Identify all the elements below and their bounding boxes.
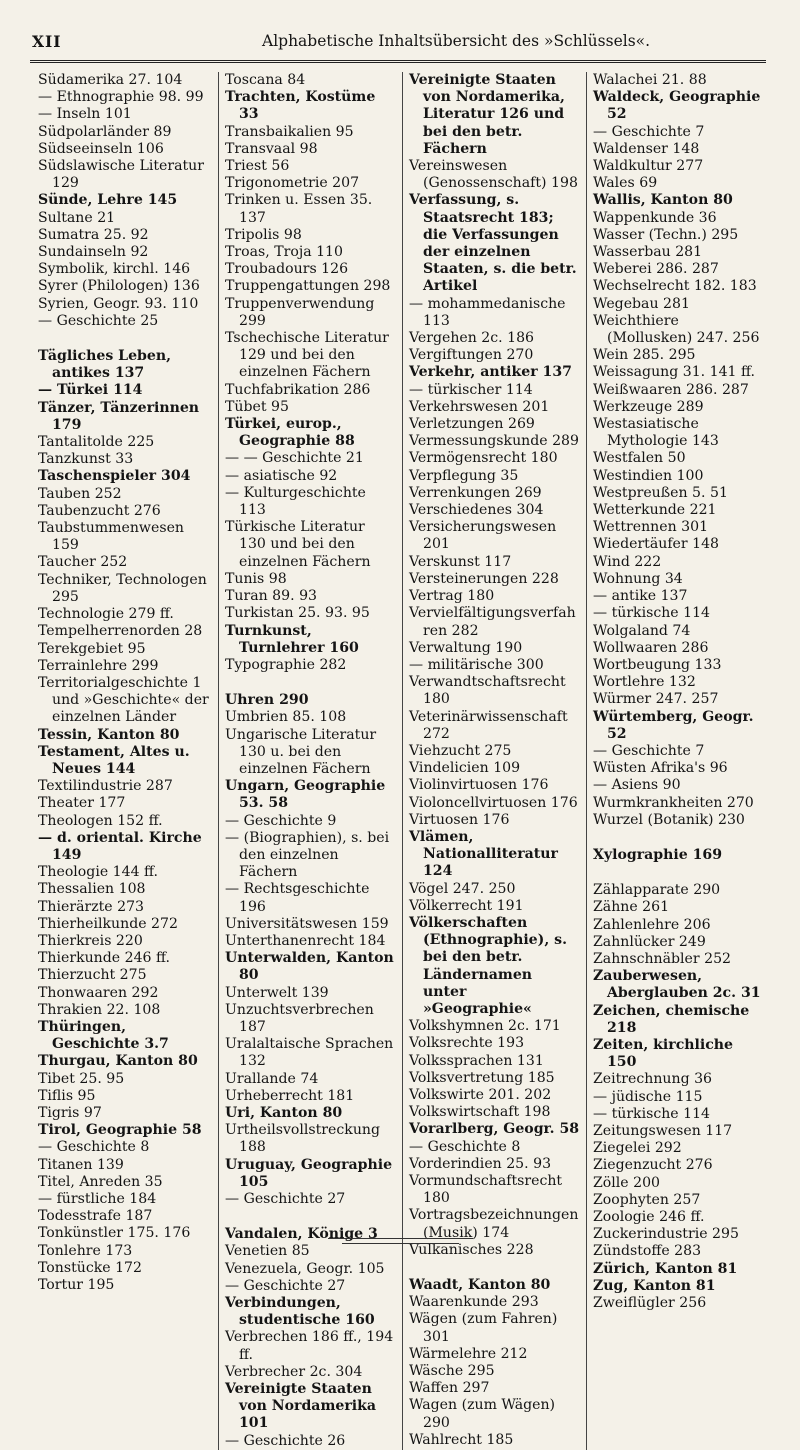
index-entry: Wäsche 295 <box>409 1363 495 1380</box>
index-entry: Uhren 290 <box>225 692 309 709</box>
index-entry: Troubadours 126 <box>225 261 349 278</box>
index-entry: Weissagung 31. 141 ff. <box>593 364 755 381</box>
index-entry: Zählapparate 290 <box>593 882 721 899</box>
index-entry: Tempelherrenorden 28 <box>38 623 203 640</box>
index-entry: — Geschichte 27 <box>225 1191 346 1207</box>
index-entry: Turnkunst, Turnlehrer 160 <box>225 622 359 656</box>
index-entry: — türkischer 114 <box>409 381 533 398</box>
index-entry: Uralaltaische Sprachen 132 <box>225 1036 394 1070</box>
index-entry: Venezuela, Geogr. 105 <box>225 1260 385 1277</box>
index-entry: — Geschichte 7 <box>593 123 705 140</box>
index-entry: Uruguay, Geographie 105 <box>225 1156 393 1190</box>
index-entry: Viehzucht 275 <box>409 742 512 759</box>
index-entry: Westasiatische Mythologie 143 <box>593 416 719 450</box>
index-entry: Tessin, Kanton 80 <box>38 726 180 743</box>
index-entry: — militärische 300 <box>409 656 544 673</box>
index-entry: Waldeck, Geographie 52 <box>593 89 761 123</box>
index-entry: Tschechische Literatur 129 und bei den einzelnen Fächern <box>225 330 389 381</box>
index-entry: Vertrag 180 <box>409 588 495 605</box>
index-entry: Wortlehre 132 <box>593 674 696 691</box>
index-entry: — Asiens 90 <box>593 777 681 794</box>
index-entry: Verskunst 117 <box>409 553 512 570</box>
index-entry: Verwandtschaftsrecht 180 <box>409 674 566 708</box>
index-entry: Transvaal 98 <box>225 140 318 157</box>
index-entry: — Türkei 114 <box>38 382 143 399</box>
index-entry: Unterthanenrecht 184 <box>225 932 386 949</box>
index-entry: Waldkultur 277 <box>593 158 704 175</box>
index-entry: Thierkunde 246 ff. <box>38 950 170 967</box>
page-number: XII <box>32 32 62 51</box>
index-entry: Südpolarländer 89 <box>38 123 172 140</box>
index-entry: Vermessungskunde 289 <box>409 433 579 450</box>
index-entry: Technologie 279 ff. <box>38 606 174 623</box>
index-column-4 <box>586 72 768 1450</box>
index-entry: — Kulturgeschichte 113 <box>225 484 366 519</box>
letter-gap <box>225 674 396 692</box>
index-entry: Sumatra 25. 92 <box>38 226 149 243</box>
index-entry: Zürich, Kanton 81 <box>593 1260 738 1277</box>
index-entry: Tauben 252 <box>38 485 122 502</box>
index-entry: — Geschichte 26 <box>225 1432 346 1449</box>
index-entry: Wetterkunde 221 <box>593 502 717 519</box>
index-entry: Trigonometrie 207 <box>225 175 360 192</box>
index-entry: Versicherungswesen 201 <box>409 519 557 553</box>
index-entry: Truppengattungen 298 <box>225 278 391 295</box>
letter-gap <box>225 1208 396 1226</box>
index-entry: — antike 137 <box>593 588 688 605</box>
index-entry: Volkswirtschaft 198 <box>409 1104 551 1121</box>
index-entry: Verkehr, antiker 137 <box>409 364 572 381</box>
index-entry: Triest 56 <box>225 158 290 175</box>
index-entry: Verletzungen 269 <box>409 416 535 433</box>
page-title: Alphabetische Inhaltsübersicht des »Schlüssels«. <box>262 32 651 50</box>
index-entry: Techniker, Technologen 295 <box>38 571 207 605</box>
index-entry: Tigris 97 <box>38 1104 102 1121</box>
page-header <box>32 28 767 58</box>
letter-gap <box>593 864 762 882</box>
index-entry: Verfassung, s. Staatsrecht 183; die Verfassungen der einzelnen Staaten, s. die betr. Artikel <box>409 192 577 295</box>
index-entry: Wegebau 281 <box>593 295 690 312</box>
index-entry: — Inseln 101 <box>38 106 132 123</box>
index-entry: — Geschichte 9 <box>225 812 337 829</box>
index-entry: Thierärzte 273 <box>38 898 145 915</box>
index-entry: Wallis, Kanton 80 <box>593 192 733 209</box>
index-entry: Verpflegung 35 <box>409 467 519 484</box>
index-entry: Waldenser 148 <box>593 140 700 157</box>
index-entry: Urallande 74 <box>225 1070 319 1087</box>
index-entry: Tonstücke 172 <box>38 1259 142 1276</box>
index-entry: Südamerika 27. 104 <box>38 72 183 88</box>
index-entry: Zauberwesen, Aberglauben 2c. 31 <box>593 968 761 1002</box>
index-entry: Zündstoffe 283 <box>593 1243 702 1260</box>
index-entry: Volksvertretung 185 <box>409 1069 555 1086</box>
index-entry: Westfalen 50 <box>593 450 686 467</box>
index-entry: Wales 69 <box>593 175 658 192</box>
index-entry: Toscana 84 <box>225 72 306 88</box>
index-entry: Vervielfältigungsverfahren 282 <box>409 605 576 639</box>
index-entry: Volkssprachen 131 <box>409 1052 544 1069</box>
index-entry: Tägliches Leben, antikes 137 <box>38 348 172 382</box>
index-entry: Wiedertäufer 148 <box>593 536 720 553</box>
index-entry: Wurmkrankheiten 270 <box>593 794 754 811</box>
index-entry: Textilindustrie 287 <box>38 778 173 795</box>
index-entry: Zahlenlehre 206 <box>593 916 711 933</box>
index-entry: Würtemberg, Geogr. 52 <box>593 708 754 742</box>
index-entry: Türkische Literatur 130 und bei den einzelnen Fächern <box>225 519 371 570</box>
index-entry: Tripolis 98 <box>225 226 302 243</box>
index-entry: Thrakien 22. 108 <box>38 1001 161 1018</box>
index-entry: Thurgau, Kanton 80 <box>38 1053 198 1070</box>
index-entry: — türkische 114 <box>593 605 711 622</box>
index-entry: Taucher 252 <box>38 554 128 571</box>
index-entry: Xylographie 169 <box>593 846 723 863</box>
index-entry: Tonlehre 173 <box>38 1242 133 1259</box>
index-entry: Westindien 100 <box>593 467 704 484</box>
index-entry: Taschenspieler 304 <box>38 468 191 485</box>
index-entry: — Geschichte 7 <box>593 742 705 759</box>
letter-gap <box>409 1259 580 1277</box>
index-entry: Zug, Kanton 81 <box>593 1277 716 1294</box>
index-entry: — jüdische 115 <box>593 1088 703 1105</box>
index-entry: Todesstrafe 187 <box>38 1208 153 1225</box>
index-entry: Westpreußen 5. 51 <box>593 484 728 501</box>
index-entry: Syrien, Geogr. 93. 110 <box>38 295 199 312</box>
index-entry: Zeichen, chemische 218 <box>593 1002 750 1036</box>
index-entry: — d. oriental. Kirche 149 <box>38 829 202 863</box>
index-entry: Vlämen, Nationalliteratur 124 <box>409 828 558 880</box>
index-entry: — Geschichte 8 <box>409 1138 521 1155</box>
index-entry: Tübet 95 <box>225 398 289 415</box>
index-entry: Werkzeuge 289 <box>593 398 704 415</box>
index-entry: Titel, Anreden 35 <box>38 1173 163 1190</box>
index-entry: Zweiflügler 256 <box>593 1295 707 1312</box>
index-entry: Testament, Altes u. Neues 144 <box>38 743 190 777</box>
index-entry: Unterwelt 139 <box>225 984 329 1001</box>
index-entry: Verkehrswesen 201 <box>409 398 550 415</box>
index-entry: Trinken u. Essen 35. 137 <box>225 192 373 226</box>
index-entry: Thüringen, Geschichte 3.7 <box>38 1018 169 1053</box>
index-entry: Truppenverwendung 299 <box>225 295 375 329</box>
index-entry: Universitätswesen 159 <box>225 915 389 932</box>
index-entry: Wettrennen 301 <box>593 519 709 536</box>
index-entry: Tänzer, Tänzerinnen 179 <box>38 399 200 433</box>
index-entry: Vereinigte Staaten von Nordamerika 101 <box>225 1381 376 1432</box>
index-entry: — Geschichte 25 <box>38 312 159 329</box>
index-entry: Transbaikalien 95 <box>225 123 354 140</box>
index-entry: Troas, Troja 110 <box>225 244 343 261</box>
index-entry: Ziegelei 292 <box>593 1140 682 1157</box>
index-entry: Wasserbau 281 <box>593 244 703 261</box>
index-entry: Unzuchtsverbrechen 187 <box>225 1001 374 1035</box>
index-entry: Tibet 25. 95 <box>38 1070 125 1087</box>
index-entry: Verbindungen, studentische 160 <box>225 1295 375 1329</box>
index-entry: Weichthiere (Mollusken) 247. 256 <box>593 312 760 347</box>
index-entry: Tortur 195 <box>38 1277 115 1294</box>
index-entry: — Geschichte 27 <box>225 1277 346 1294</box>
index-entry: Wohnung 34 <box>593 570 683 587</box>
index-entry: Zoologie 246 ff. <box>593 1209 705 1225</box>
index-entry: Taubstummenwesen 159 <box>38 520 184 554</box>
index-entry: — Rechtsgeschichte 196 <box>225 881 370 915</box>
index-entry: Territorialgeschichte 1 und »Geschichte« der einzelnen Länder <box>38 674 209 726</box>
index-entry: Zeiten, kirchliche 150 <box>593 1036 734 1071</box>
index-entry: Ungarn, Geographie 53. 58 <box>225 778 386 812</box>
index-entry: Vulkanisches 228 <box>409 1241 534 1258</box>
index-entry: Typographie 282 <box>225 656 347 673</box>
index-entry: Wasser (Techn.) 295 <box>593 226 739 243</box>
index-entry: Südseeinseln 106 <box>38 140 164 157</box>
index-entry: Waffen 297 <box>409 1380 490 1397</box>
index-entry: Walachei 21. 88 <box>593 72 707 88</box>
index-entry: Vindelicien 109 <box>409 760 521 777</box>
index-entry: Thierkreis 220 <box>38 932 143 949</box>
index-columns <box>32 72 768 1449</box>
index-entry: Zähne 261 <box>593 899 670 916</box>
index-entry: Unterwalden, Kanton 80 <box>225 950 394 984</box>
index-entry: Türkei, europ., Geographie 88 <box>225 416 355 450</box>
index-entry: Weberei 286. 287 <box>593 261 719 278</box>
index-entry: Volkshymnen 2c. 171 <box>409 1018 561 1035</box>
index-entry: Urheberrecht 181 <box>225 1087 355 1104</box>
index-entry: Theologie 144 ff. <box>38 864 159 881</box>
index-entry: Vermögensrecht 180 <box>409 450 558 467</box>
index-entry: Vereinigte Staaten von Nordamerika, Literatur 126 und bei den betr. Fächern <box>409 72 565 157</box>
index-entry: Veterinärwissenschaft 272 <box>409 708 568 742</box>
index-entry: Trachten, Kostüme 33 <box>225 89 376 123</box>
index-entry: — mohammedanische 113 <box>409 295 566 329</box>
footer-rule-short <box>342 1243 459 1244</box>
index-entry: Tiflis 95 <box>38 1087 96 1104</box>
index-entry: Vergehen 2c. 186 <box>409 330 535 347</box>
index-entry: Volksrechte 193 <box>409 1035 525 1052</box>
index-entry: Syrer (Philologen) 136 <box>38 278 200 295</box>
index-entry: Verschiedenes 304 <box>409 502 544 519</box>
index-entry: Wägen (zum Fahren) 301 <box>409 1311 558 1345</box>
index-entry: Uri, Kanton 80 <box>225 1104 343 1121</box>
index-entry: Wolgaland 74 <box>593 622 691 639</box>
index-entry: Volkswirte 201. 202 <box>409 1086 552 1103</box>
index-entry: Tunis 98 <box>225 570 287 587</box>
index-entry: Vandalen, Könige 3 <box>225 1226 378 1243</box>
index-entry: Zahnschnäbler 252 <box>593 950 732 967</box>
index-entry: Vereinswesen (Genossenschaft) 198 <box>409 158 578 192</box>
index-entry: Zeitungswesen 117 <box>593 1122 733 1139</box>
index-entry: Waadt, Kanton 80 <box>409 1277 551 1294</box>
index-entry: Wärmelehre 212 <box>409 1345 528 1362</box>
index-entry: Sünde, Lehre 145 <box>38 192 178 209</box>
index-entry: Venetien 85 <box>225 1243 310 1260</box>
index-entry: Weißwaaren 286. 287 <box>593 381 749 398</box>
index-entry: — türkische 114 <box>593 1105 711 1122</box>
index-entry: Verbrecher 2c. 304 <box>225 1363 363 1380</box>
index-entry: Wahlrecht 185 <box>409 1431 514 1448</box>
letter-gap <box>593 829 762 847</box>
index-entry: Südslawische Literatur 129 <box>38 158 204 192</box>
index-entry: Vormundschaftsrecht 180 <box>409 1173 563 1207</box>
index-entry: Thierzucht 275 <box>38 967 147 984</box>
index-entry: — Ethnographie 98. 99 <box>38 89 204 106</box>
index-entry: Verwaltung 190 <box>409 639 523 656</box>
index-entry: Wappenkunde 36 <box>593 209 717 226</box>
index-entry: Wüsten Afrika's 96 <box>593 760 728 777</box>
index-entry: Urtheilsvollstreckung 188 <box>225 1122 380 1156</box>
index-entry: Vergiftungen 270 <box>409 347 534 364</box>
header-rule <box>30 60 766 63</box>
index-entry: Titanen 139 <box>38 1156 124 1173</box>
index-entry: Wortbeugung 133 <box>593 656 722 673</box>
index-entry: Zeitrechnung 36 <box>593 1071 713 1088</box>
index-entry: Tirol, Geographie 58 <box>38 1122 202 1139</box>
index-entry: Sundainseln 92 <box>38 244 149 261</box>
index-entry: Vorderindien 25. 93 <box>409 1155 552 1172</box>
index-entry: Thierheilkunde 272 <box>38 915 178 932</box>
index-entry: Umbrien 85. 108 <box>225 709 347 726</box>
index-entry: Zuckerindustrie 295 <box>593 1226 739 1243</box>
index-entry: Thessalien 108 <box>38 881 146 898</box>
index-entry: Wechselrecht 182. 183 <box>593 278 757 295</box>
index-entry: Zoophyten 257 <box>593 1191 701 1208</box>
index-entry: Waarenkunde 293 <box>409 1294 539 1311</box>
index-entry: Vorarlberg, Geogr. 58 <box>409 1121 580 1138</box>
index-entry: — asiatische 92 <box>225 467 338 484</box>
index-entry: Theologen 152 ff. <box>38 812 163 829</box>
index-entry: Tantalitolde 225 <box>38 434 155 451</box>
index-entry: Verrenkungen 269 <box>409 484 542 501</box>
index-entry: Symbolik, kirchl. 146 <box>38 261 191 278</box>
index-entry: Versteinerungen 228 <box>409 570 559 587</box>
index-entry: Wollwaaren 286 <box>593 639 709 656</box>
index-entry: Sultane 21 <box>38 209 116 226</box>
index-entry: — — Geschichte 21 <box>225 450 364 467</box>
index-entry: Verbrechen 186 ff., 194 ff. <box>225 1329 394 1363</box>
index-column-1 <box>32 72 218 1450</box>
index-entry: Würmer 247. 257 <box>593 691 719 708</box>
index-entry: Violoncellvirtuosen 176 <box>409 794 578 811</box>
index-entry: Wein 285. 295 <box>593 347 696 364</box>
index-entry: Thonwaaren 292 <box>38 984 159 1001</box>
footer-rule <box>328 1238 473 1239</box>
index-entry: Wind 222 <box>593 553 662 570</box>
index-entry: Zölle 200 <box>593 1174 661 1191</box>
index-entry: Wurzel (Botanik) 230 <box>593 811 745 828</box>
index-entry: Tuchfabrikation 286 <box>225 381 371 398</box>
letter-gap <box>38 330 212 348</box>
index-entry: Tonkünstler 175. 176 <box>38 1225 191 1242</box>
index-entry: Taubenzucht 276 <box>38 502 161 519</box>
index-entry: Turan 89. 93 <box>225 588 318 605</box>
index-entry: — (Biographien), s. bei den einzelnen Fächern <box>225 829 390 881</box>
index-entry: — Geschichte 8 <box>38 1139 150 1156</box>
index-entry: Völkerrecht 191 <box>409 897 524 914</box>
index-entry: Terekgebiet 95 <box>38 640 146 657</box>
index-entry: Virtuosen 176 <box>409 811 510 828</box>
index-entry: Violinvirtuosen 176 <box>409 777 549 794</box>
index-entry: Völkerschaften (Ethnographie), s. bei den betr. Ländernamen unter »Geographie« <box>409 914 567 1017</box>
index-entry: Terrainlehre 299 <box>38 657 159 674</box>
index-entry: Vortragsbezeichnungen (Musik) 174 <box>409 1207 579 1241</box>
index-entry: Ziegenzucht 276 <box>593 1157 713 1174</box>
index-entry: Zahnlücker 249 <box>593 933 706 950</box>
index-entry: Turkistan 25. 93. 95 <box>225 605 370 622</box>
index-entry: Theater 177 <box>38 795 126 812</box>
index-entry: Vögel 247. 250 <box>409 880 516 897</box>
index-entry: Ungarische Literatur 130 u. bei den einzelnen Fächern <box>225 726 377 777</box>
index-entry: Tanzkunst 33 <box>38 451 134 468</box>
index-entry: Wagen (zum Wägen) 290 <box>409 1397 556 1431</box>
index-entry: — fürstliche 184 <box>38 1191 157 1207</box>
